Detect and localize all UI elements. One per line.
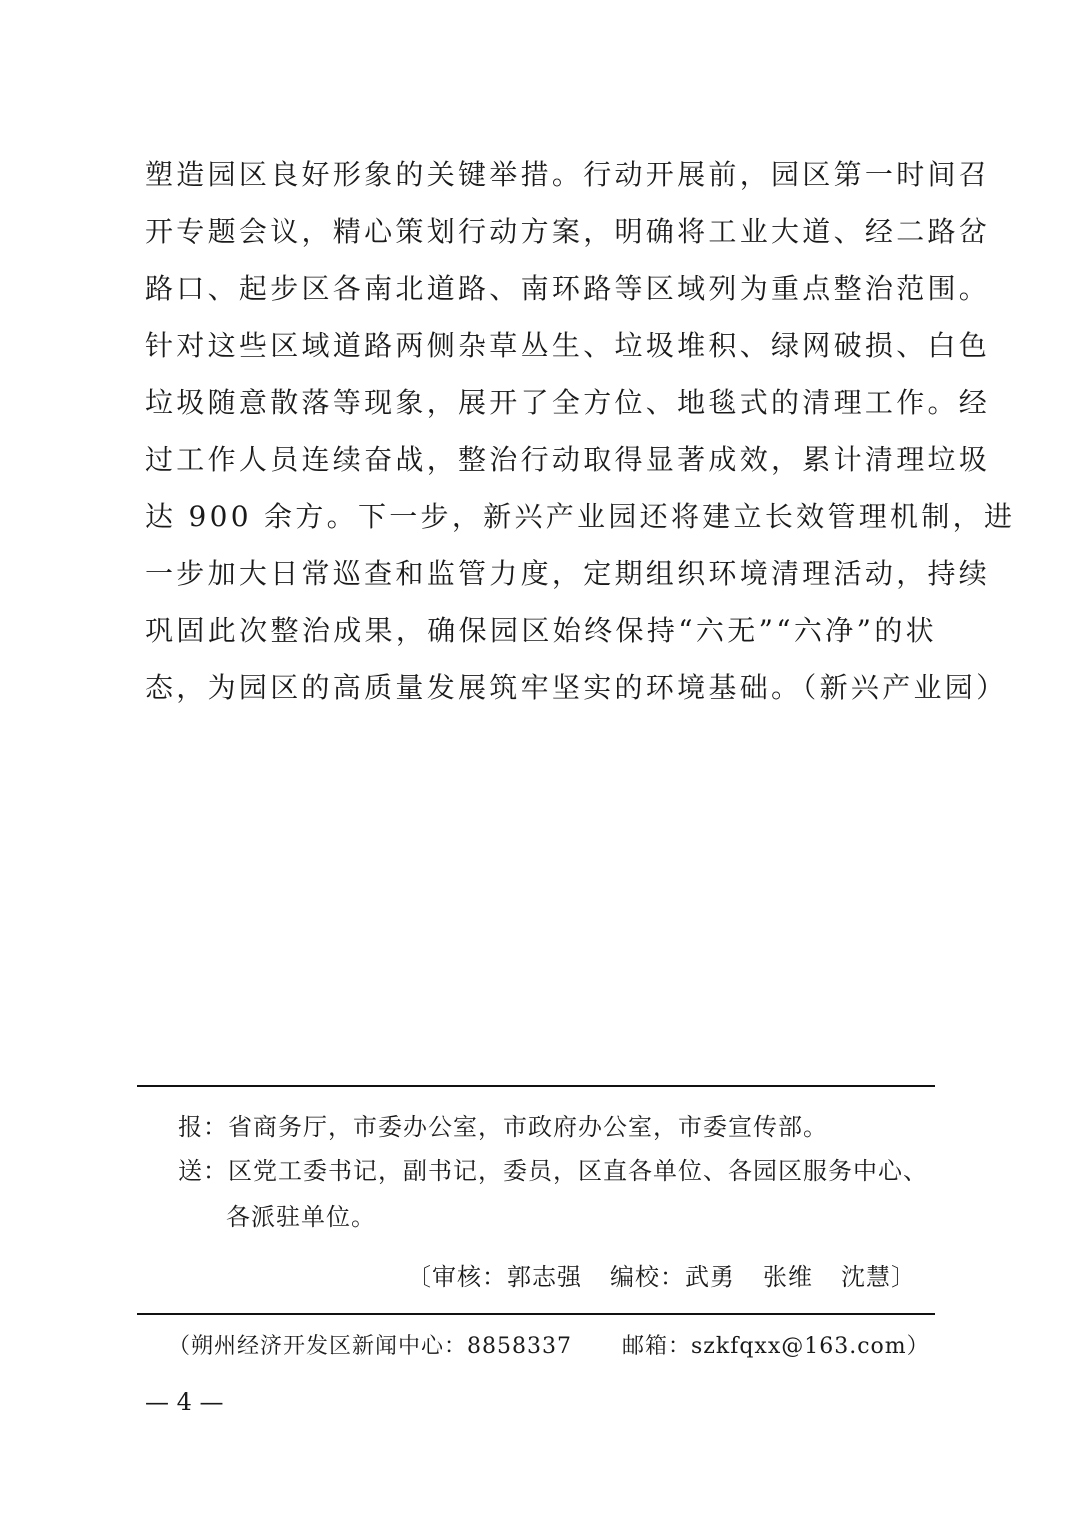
body-line: 过工作人员连续奋战，整治行动取得显著成效，累计清理垃圾 (145, 443, 991, 476)
divider-top (137, 1085, 935, 1087)
distribution-report: 报：省商务厅，市委办公室，市政府办公室，市委宣传部。 (178, 1113, 828, 1141)
page-number: — 4 — (145, 1388, 224, 1416)
body-line: 垃圾随意散落等现象，展开了全方位、地毯式的清理工作。经 (145, 386, 991, 419)
review-open-bracket: 〔 (407, 1263, 432, 1291)
contact-line (168, 1325, 930, 1369)
editors: 编校：武勇 (610, 1263, 735, 1291)
news-center-phone: （朔州经济开发区新闻中心：8858337 (168, 1334, 572, 1359)
body-text (145, 146, 1016, 716)
editor-2: 张维 (763, 1263, 813, 1291)
distribution-send: 送：区党工委书记，副书记，委员，区直各单位、各园区服务中心、 (178, 1157, 928, 1185)
body-line: 态，为园区的高质量发展筑牢坚实的环境基础。（新兴产业园） (145, 671, 1008, 704)
review-close-bracket: 〕 (891, 1263, 916, 1291)
body-line: 一步加大日常巡查和监管力度，定期组织环境清理活动，持续 (145, 557, 991, 590)
divider-bottom (137, 1313, 935, 1315)
reviewer: 审核：郭志强 (432, 1263, 582, 1291)
body-line: 巩固此次整治成果，确保园区始终保持“六无”“六净”的状 (145, 614, 937, 647)
distribution-send-continued: 各派驻单位。 (226, 1203, 376, 1231)
body-line: 针对这些区域道路两侧杂草丛生、垃圾堆积、绿网破损、白色 (145, 329, 991, 362)
editor-3: 沈慧 (841, 1263, 891, 1291)
body-line: 开专题会议，精心策划行动方案，明确将工业大道、经二路岔 (145, 215, 991, 248)
contact-email: 邮箱：szkfqxx@163.com） (621, 1334, 930, 1359)
body-line: 塑造园区良好形象的关键举措。行动开展前，园区第一时间召 (145, 158, 991, 191)
review-line (407, 1255, 916, 1299)
body-line: 路口、起步区各南北道路、南环路等区域列为重点整治范围。 (145, 272, 991, 305)
body-line: 达 900 余方。下一步，新兴产业园还将建立长效管理机制，进 (145, 500, 1016, 533)
